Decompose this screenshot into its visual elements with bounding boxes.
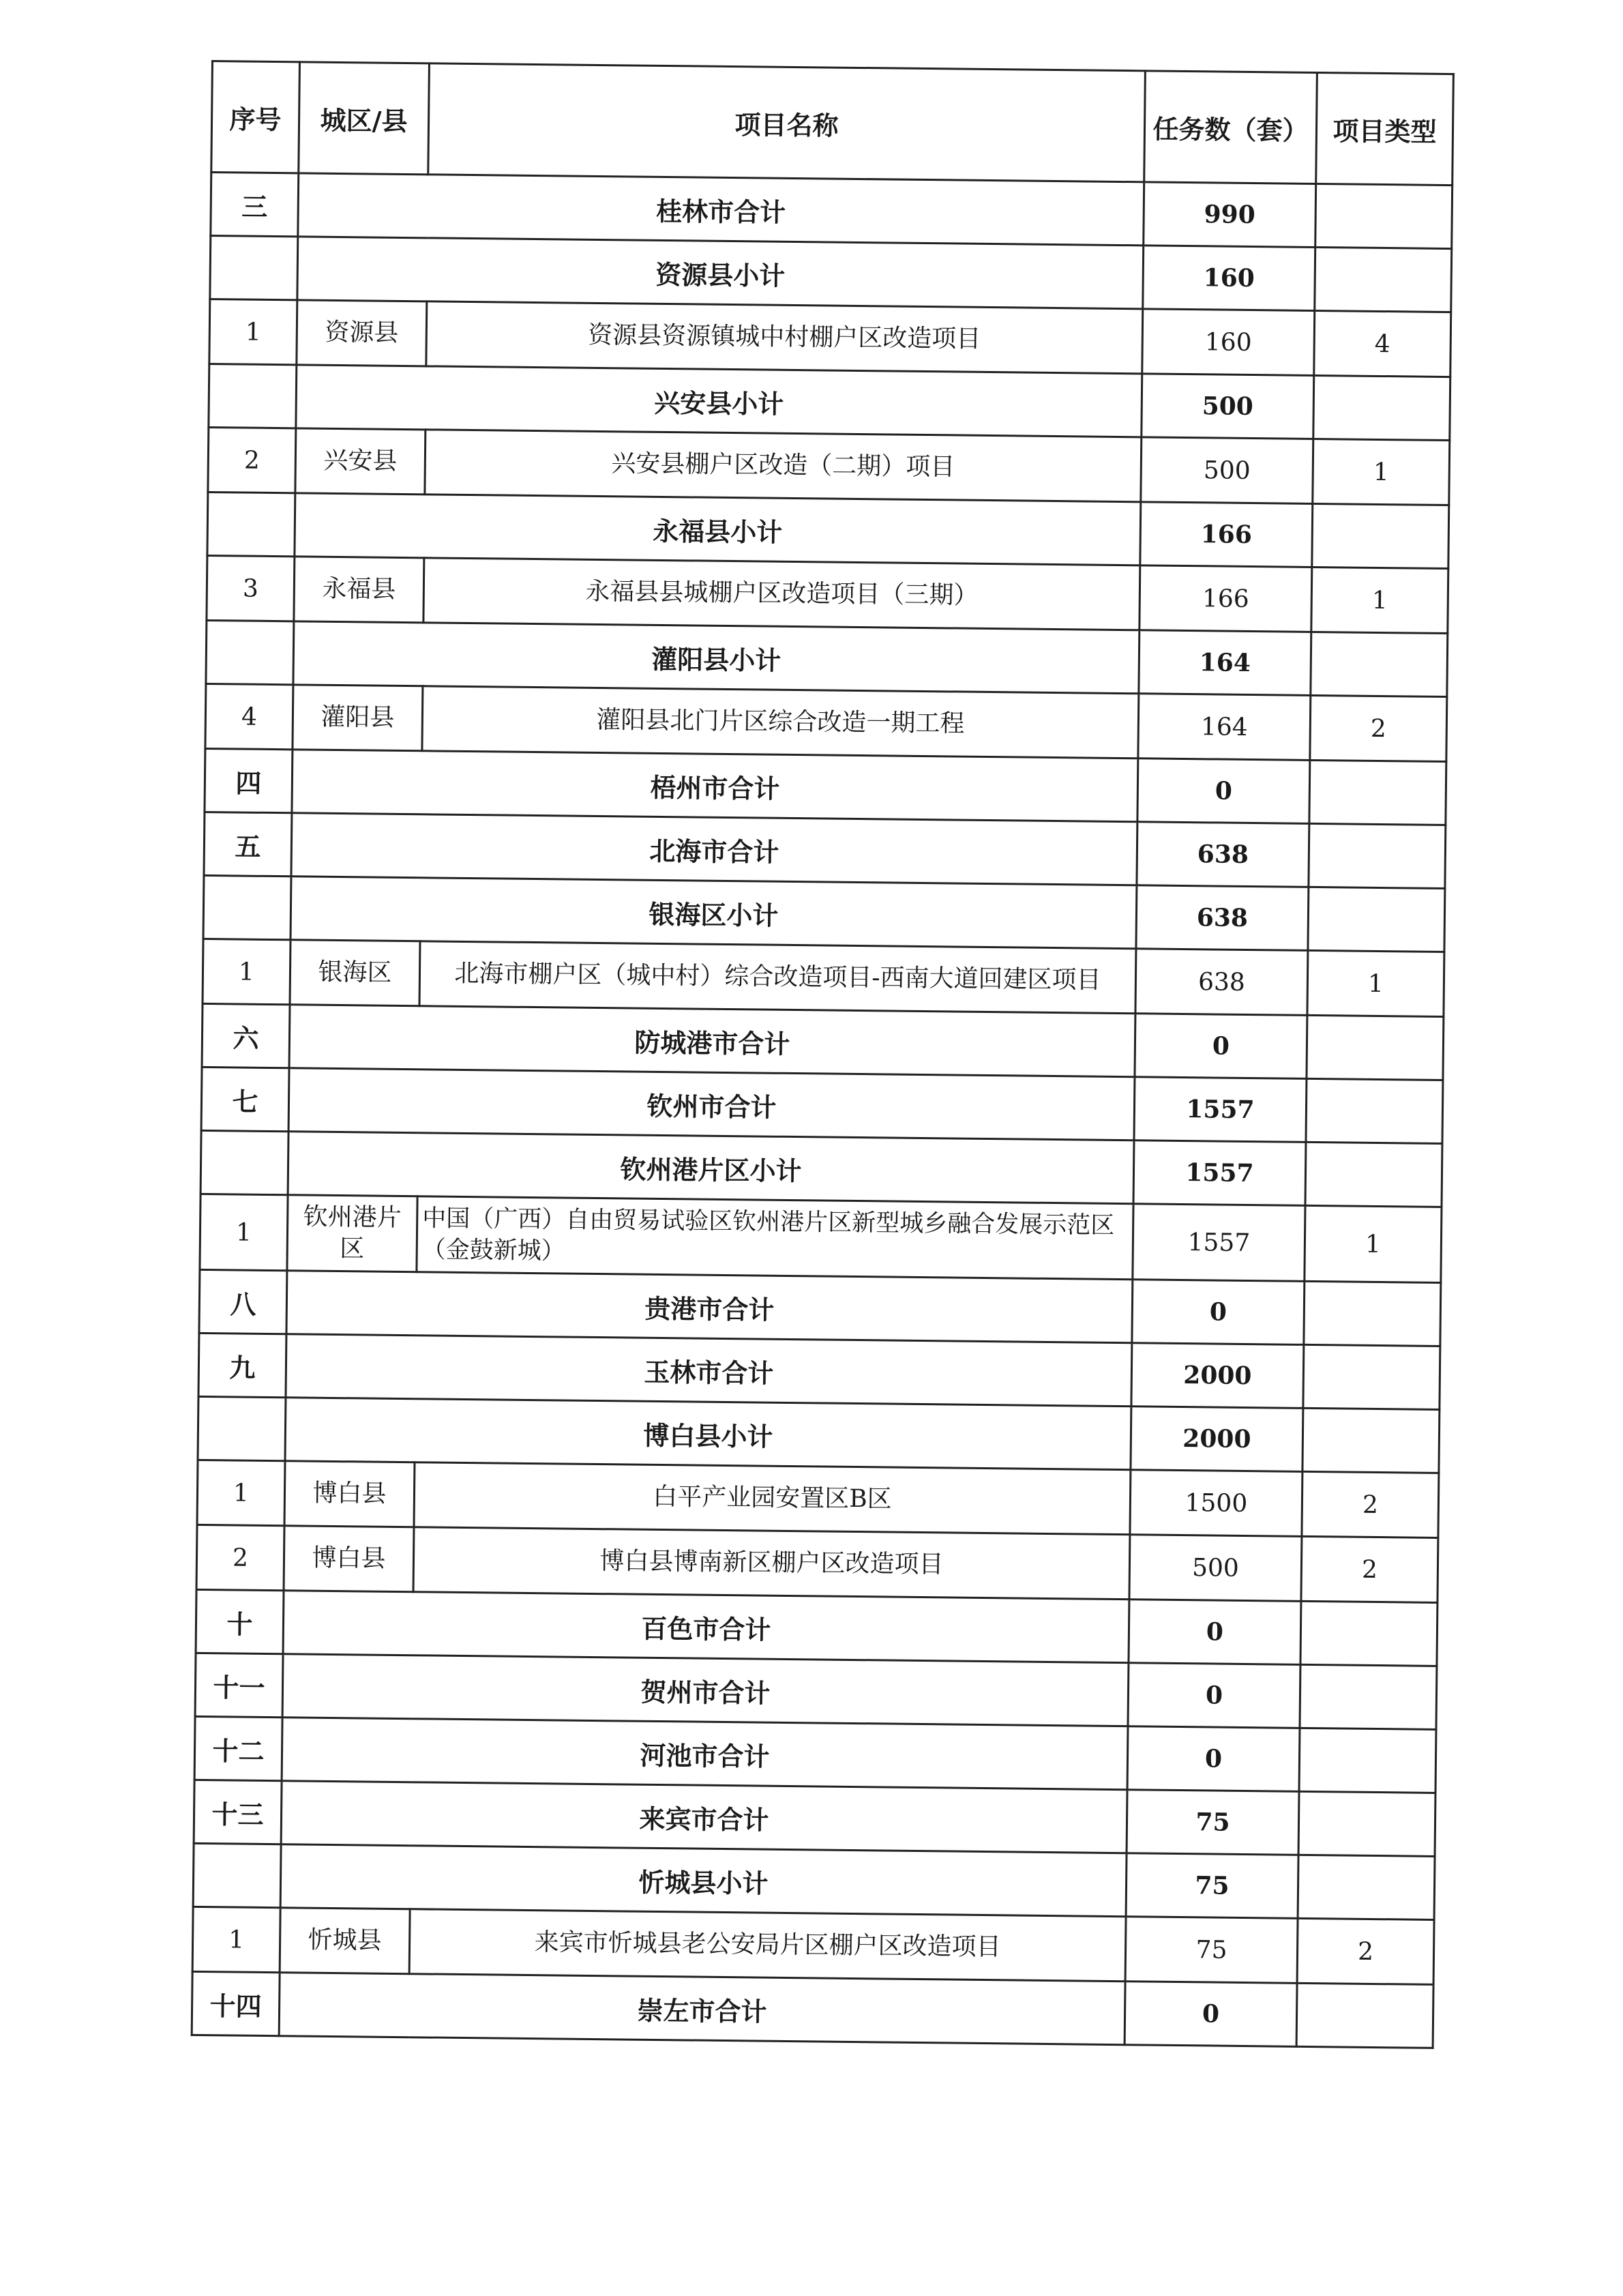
- row-seq: 1: [192, 1907, 280, 1972]
- col-header-seq: 序号: [211, 61, 300, 173]
- row-type: [1309, 823, 1446, 888]
- row-county: 钦州港片区: [287, 1195, 417, 1272]
- row-seq: 十三: [194, 1780, 282, 1844]
- row-seq: 四: [205, 748, 293, 812]
- row-tasks: 1557: [1134, 1077, 1307, 1143]
- row-seq: [209, 364, 297, 428]
- row-type: [1300, 1664, 1437, 1729]
- row-county: 资源县: [297, 300, 427, 366]
- row-project-name: 资源县资源镇城中村棚户区改造项目: [426, 301, 1143, 374]
- city-total-label: 梧州市合计: [292, 750, 1138, 822]
- row-type: 2: [1302, 1471, 1439, 1537]
- row-tasks: 0: [1129, 1600, 1301, 1665]
- row-tasks: 1557: [1133, 1204, 1305, 1282]
- row-type: 1: [1313, 439, 1450, 505]
- row-type: [1303, 1344, 1440, 1409]
- county-subtotal-label: 博白县小计: [285, 1398, 1131, 1470]
- row-type: [1312, 503, 1449, 568]
- row-tasks: 75: [1126, 1853, 1298, 1919]
- row-county: 银海区: [290, 940, 420, 1006]
- col-header-tasks: 任务数（套）: [1144, 71, 1317, 184]
- row-tasks: 1557: [1133, 1140, 1306, 1206]
- row-type: [1298, 1791, 1435, 1856]
- row-seq: [207, 492, 295, 556]
- row-type: 1: [1311, 567, 1448, 633]
- row-type: [1299, 1728, 1436, 1793]
- row-tasks: 500: [1141, 437, 1313, 504]
- row-seq: 1: [197, 1460, 285, 1525]
- row-project-name: 灌阳县北门片区综合改造一期工程: [422, 686, 1139, 759]
- row-tasks: 1500: [1130, 1470, 1302, 1537]
- city-total-label: 贺州市合计: [282, 1654, 1129, 1726]
- row-tasks: 75: [1127, 1790, 1299, 1855]
- county-subtotal-label: 忻城县小计: [280, 1844, 1127, 1917]
- row-seq: [193, 1843, 281, 1907]
- county-subtotal-label: 资源县小计: [297, 237, 1144, 309]
- row-seq: 六: [202, 1003, 290, 1068]
- row-tasks: 0: [1137, 759, 1310, 824]
- row-type: [1309, 760, 1446, 825]
- row-tasks: 0: [1125, 1982, 1297, 2047]
- row-type: 2: [1310, 695, 1447, 761]
- row-project-name: 来宾市忻城县老公安局片区棚户区改造项目: [409, 1909, 1126, 1982]
- city-total-label: 防城港市合计: [289, 1005, 1135, 1077]
- row-tasks: 500: [1129, 1535, 1302, 1602]
- row-seq: 十一: [195, 1653, 283, 1717]
- city-total-label: 桂林市合计: [298, 173, 1144, 246]
- city-total-label: 崇左市合计: [279, 1973, 1125, 2045]
- row-tasks: 160: [1143, 246, 1315, 311]
- table-header-row: [211, 61, 1454, 186]
- row-tasks: 638: [1136, 885, 1309, 951]
- project-row: [200, 1194, 1442, 1282]
- row-type: [1300, 1601, 1438, 1666]
- row-seq: 九: [198, 1333, 286, 1397]
- row-county: 忻城县: [280, 1908, 410, 1974]
- row-type: 1: [1305, 1205, 1442, 1282]
- row-seq: 十: [196, 1589, 284, 1653]
- row-seq: 4: [205, 683, 293, 749]
- row-county: 博白县: [284, 1526, 414, 1592]
- row-seq: 十四: [192, 1971, 280, 2035]
- row-type: 1: [1307, 950, 1444, 1016]
- row-project-name: 北海市棚户区（城中村）综合改造项目-西南大道回建区项目: [419, 941, 1136, 1014]
- row-type: [1313, 375, 1450, 440]
- row-seq: [198, 1396, 286, 1460]
- row-type: [1298, 1855, 1435, 1919]
- row-tasks: 160: [1142, 309, 1315, 376]
- table-body: [192, 173, 1452, 2048]
- row-type: [1308, 887, 1445, 952]
- row-type: [1304, 1281, 1441, 1346]
- row-seq: 三: [211, 173, 299, 237]
- row-tasks: 0: [1132, 1280, 1305, 1345]
- row-type: [1302, 1408, 1440, 1473]
- row-seq: [210, 236, 298, 300]
- row-tasks: 75: [1125, 1917, 1298, 1984]
- row-project-name: 永福县县城棚户区改造项目（三期）: [423, 558, 1140, 630]
- row-type: 2: [1297, 1918, 1434, 1984]
- row-type: 4: [1314, 310, 1451, 377]
- row-tasks: 2000: [1131, 1343, 1304, 1409]
- row-project-name: 博白县博南新区棚户区改造项目: [413, 1527, 1130, 1600]
- row-tasks: 638: [1135, 949, 1308, 1016]
- row-tasks: 0: [1127, 1726, 1300, 1792]
- row-type: [1307, 1015, 1444, 1080]
- row-tasks: 166: [1140, 565, 1312, 632]
- row-seq: 十二: [194, 1716, 282, 1780]
- row-seq: 2: [196, 1525, 284, 1590]
- col-header-county: 城区/县: [299, 62, 430, 175]
- row-tasks: 2000: [1131, 1407, 1303, 1472]
- county-subtotal-label: 银海区小计: [291, 877, 1137, 949]
- row-seq: 八: [199, 1269, 287, 1334]
- row-tasks: 500: [1142, 374, 1314, 439]
- row-type: [1305, 1142, 1442, 1207]
- city-total-label: 北海市合计: [291, 813, 1137, 885]
- city-total-row: [192, 1971, 1433, 2048]
- row-seq: 1: [203, 939, 291, 1004]
- row-project-name: 白平产业园安置区B区: [414, 1462, 1131, 1535]
- row-tasks: 0: [1135, 1014, 1307, 1079]
- row-seq: 1: [209, 299, 297, 364]
- row-seq: [206, 620, 294, 684]
- row-type: [1306, 1078, 1443, 1143]
- row-seq: 1: [200, 1194, 288, 1270]
- col-header-type: 项目类型: [1316, 72, 1454, 185]
- row-tasks: 166: [1140, 502, 1313, 568]
- row-project-name: 中国（广西）自由贸易试验区钦州港片区新型城乡融合发展示范区（金鼓新城）: [417, 1196, 1133, 1280]
- row-seq: 五: [204, 812, 292, 876]
- project-table: [191, 60, 1455, 2049]
- city-total-label: 百色市合计: [283, 1591, 1129, 1663]
- row-county: 博白县: [284, 1461, 415, 1527]
- county-subtotal-label: 兴安县小计: [296, 365, 1142, 437]
- row-county: 永福县: [294, 557, 424, 623]
- row-type: [1311, 632, 1448, 696]
- city-total-label: 贵港市合计: [286, 1271, 1133, 1343]
- city-total-label: 玉林市合计: [286, 1334, 1132, 1407]
- document-page: [191, 60, 1453, 2049]
- row-type: [1315, 183, 1453, 248]
- row-county: 灌阳县: [293, 685, 423, 751]
- row-type: [1296, 1983, 1433, 2048]
- row-tasks: 0: [1128, 1663, 1300, 1728]
- city-total-label: 钦州市合计: [288, 1068, 1135, 1140]
- row-seq: 3: [207, 555, 295, 621]
- row-seq: 七: [201, 1067, 289, 1131]
- county-subtotal-label: 灌阳县小计: [293, 621, 1140, 694]
- row-seq: [203, 875, 291, 939]
- row-type: 2: [1301, 1536, 1438, 1602]
- county-subtotal-label: 永福县小计: [295, 493, 1141, 565]
- city-total-label: 来宾市合计: [281, 1781, 1127, 1853]
- row-tasks: 164: [1138, 694, 1311, 761]
- col-header-name: 项目名称: [428, 63, 1146, 182]
- row-seq: 2: [208, 427, 296, 492]
- row-tasks: 638: [1137, 822, 1309, 887]
- row-project-name: 兴安县棚户区改造（二期）项目: [425, 430, 1142, 502]
- county-subtotal-label: 钦州港片区小计: [288, 1132, 1134, 1204]
- row-tasks: 990: [1144, 182, 1316, 248]
- row-county: 兴安县: [295, 428, 426, 495]
- row-tasks: 164: [1139, 630, 1311, 696]
- row-seq: [200, 1130, 288, 1194]
- city-total-label: 河池市合计: [282, 1718, 1128, 1790]
- row-type: [1315, 247, 1452, 312]
